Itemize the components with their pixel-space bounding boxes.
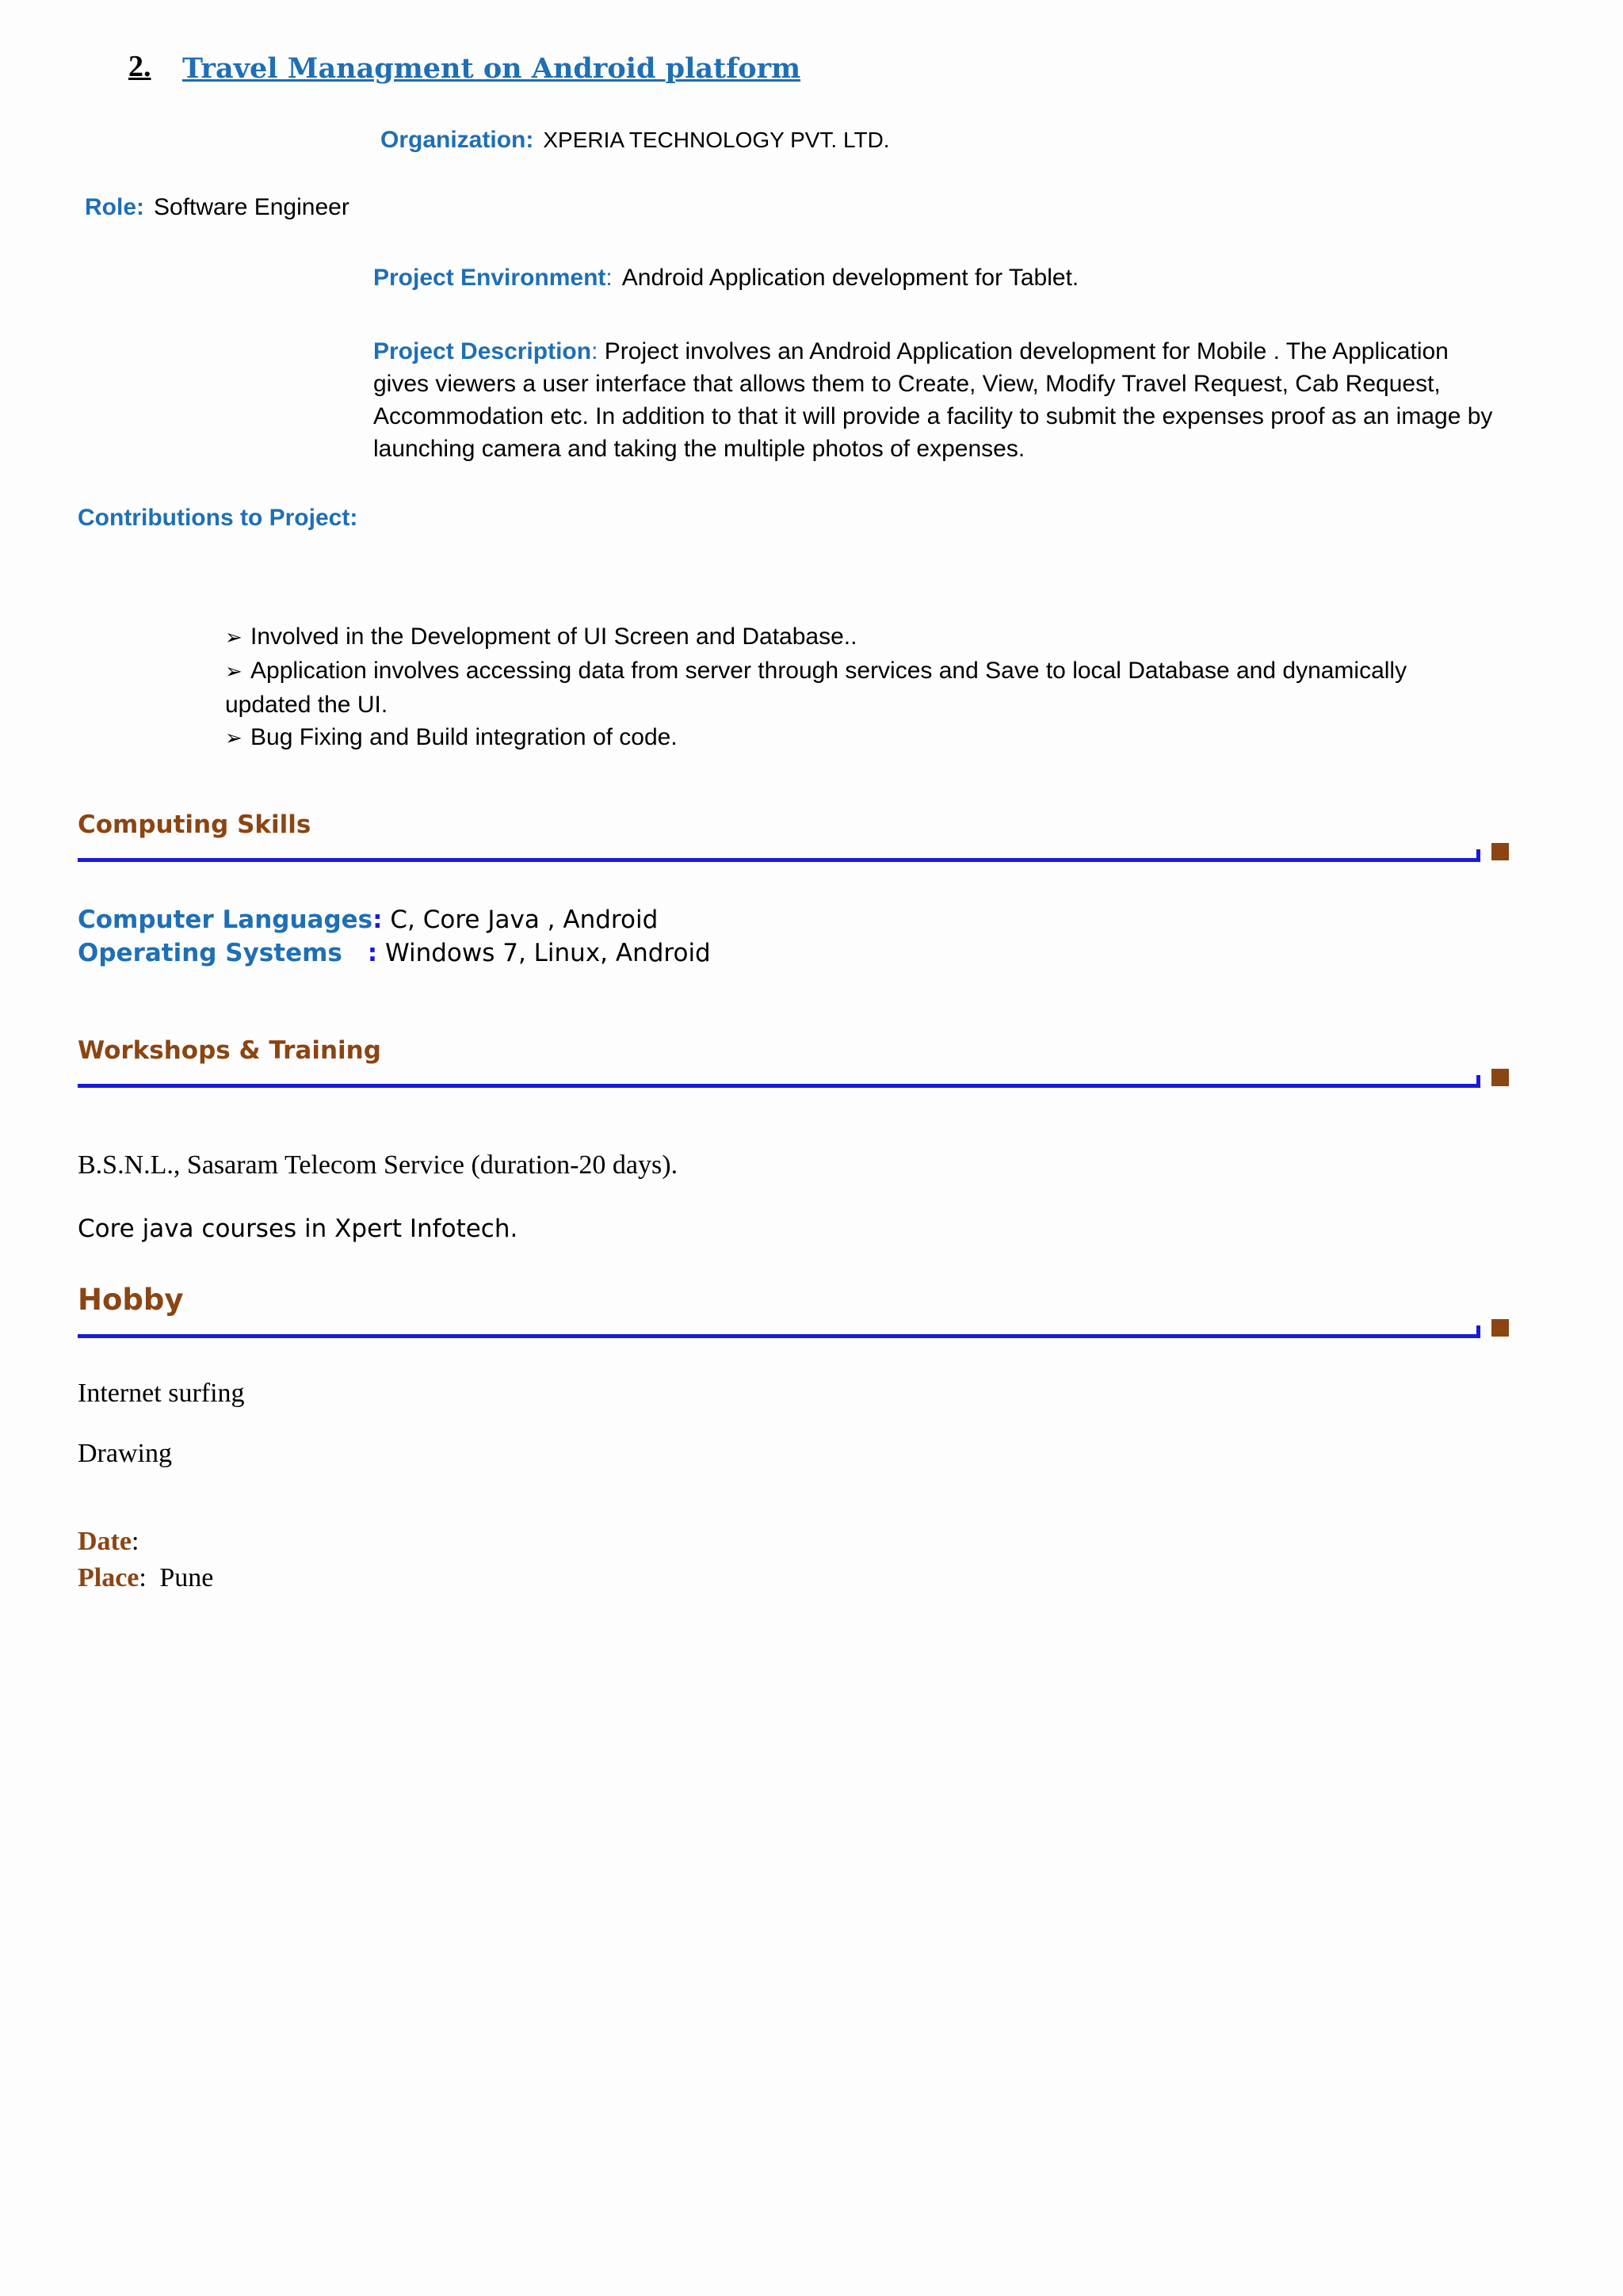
os-label: Operating Systems (78, 939, 342, 967)
workshop-item: Core java courses in Xpert Infotech. (78, 1215, 518, 1243)
computing-skills-heading: Computing Skills (78, 810, 311, 839)
arrow-bullet-icon: ➢ (225, 727, 242, 750)
languages-value: C, Core Java , Android (390, 906, 659, 934)
rule-hook (1476, 1325, 1480, 1338)
environment-label: Project Environment (373, 265, 606, 291)
rule-hook (1476, 849, 1480, 862)
place-line (78, 1563, 213, 1593)
place-label: Place (78, 1563, 139, 1592)
list-item: ➢ Application involves accessing data from server through services and Save to local Database and dynamically updated the UI. (225, 658, 1407, 718)
os-colon: : (367, 939, 378, 967)
hobby-item: Internet surfing (78, 1379, 245, 1408)
languages-colon: : (372, 906, 383, 934)
project-number: 2. (128, 50, 151, 83)
rule-hook (1476, 1075, 1480, 1088)
organization-line (380, 127, 890, 154)
contributions-heading: Contributions to Project: (78, 505, 358, 531)
organization-label: Organization: (380, 127, 534, 153)
project-title: Travel Managment on Android platform (182, 52, 801, 85)
list-item: ➢ Involved in the Development of UI Screen and Database.. (225, 620, 1477, 654)
square-bullet-icon (1491, 843, 1509, 860)
section-rule (78, 1084, 1480, 1088)
environment-colon: : (605, 265, 613, 291)
languages-label: Computer Languages (78, 906, 373, 934)
arrow-bullet-icon: ➢ (225, 626, 242, 650)
organization-value: XPERIA TECHNOLOGY PVT. LTD. (543, 128, 890, 152)
contributions-list (225, 620, 1477, 755)
os-line (78, 939, 711, 967)
environment-line (373, 265, 1079, 292)
date-line (78, 1527, 139, 1557)
role-value: Software Engineer (154, 194, 349, 220)
description-block (373, 335, 1499, 465)
section-rule (78, 858, 1480, 862)
list-item: ➢ Bug Fixing and Build integration of code. (225, 721, 1477, 755)
place-colon: : (139, 1563, 147, 1592)
os-value: Windows 7, Linux, Android (384, 939, 711, 967)
square-bullet-icon (1491, 1319, 1509, 1337)
workshops-heading: Workshops & Training (78, 1036, 381, 1065)
description-label: Project Description (373, 338, 592, 364)
hobby-heading: Hobby (78, 1283, 184, 1317)
date-colon: : (131, 1527, 139, 1556)
square-bullet-icon (1491, 1069, 1509, 1086)
languages-line (78, 906, 658, 934)
hobby-item: Drawing (78, 1439, 172, 1468)
arrow-bullet-icon: ➢ (225, 660, 242, 684)
role-label: Role: (85, 194, 144, 220)
role-line (85, 194, 349, 221)
date-label: Date (78, 1527, 132, 1556)
workshop-item: B.S.N.L., Sasaram Telecom Service (duration-20 days). (78, 1150, 678, 1180)
place-value: Pune (159, 1563, 214, 1592)
environment-value: Android Application development for Tablet. (621, 265, 1079, 291)
description-colon: : (591, 338, 598, 364)
section-rule (78, 1334, 1480, 1338)
description-value: Project involves an Android Application development for Mobile . The Application gives viewers a user interface that allows them to Create, View, Modify Travel Request, Cab Request, Accommodation etc. In addition to that it will provide a facility to submit the expenses proof as an image by launching camera and taking the multiple photos of expenses. (373, 338, 1493, 462)
